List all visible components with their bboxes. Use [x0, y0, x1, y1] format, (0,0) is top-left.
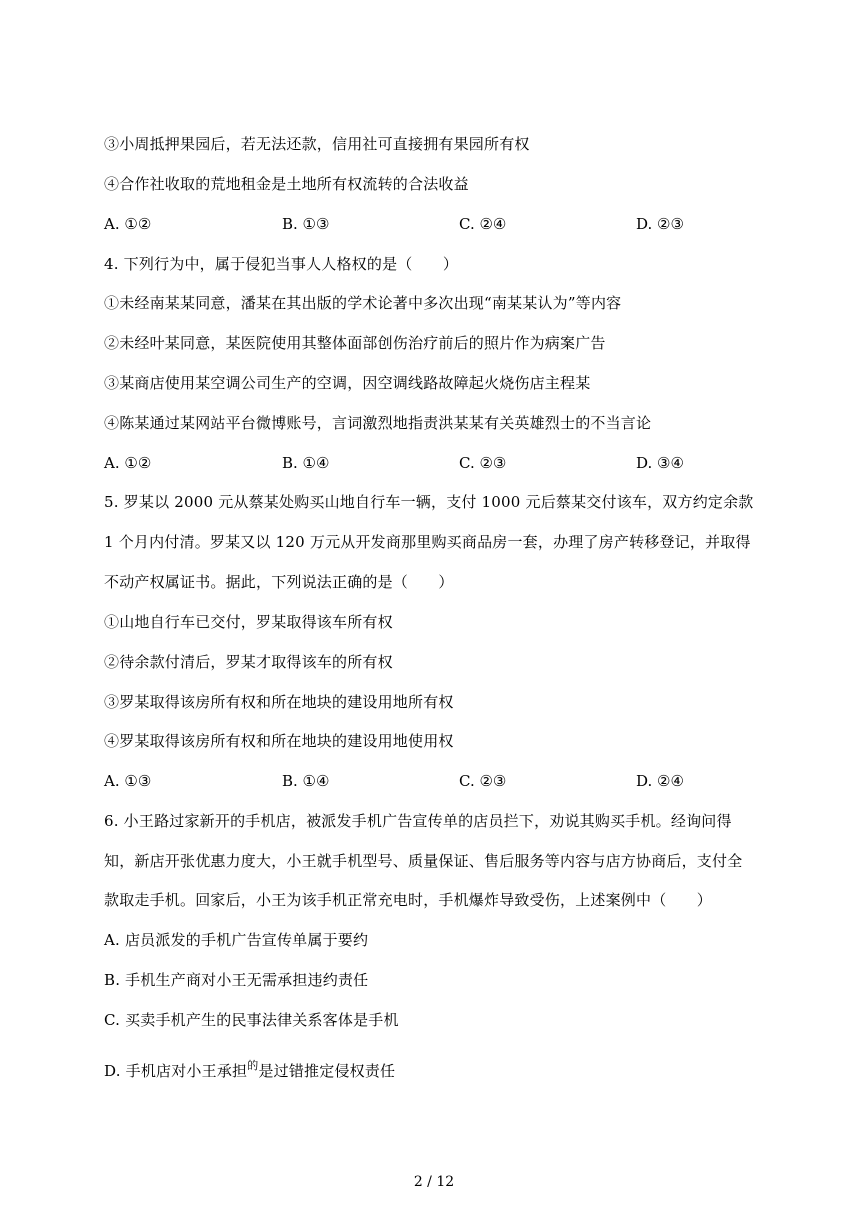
q3-options [104, 213, 764, 235]
q5-item-1: ①山地自行车已交付，罗某取得该车所有权 [104, 613, 393, 631]
q5-stem-line-2: 1 个月内付清。罗某又以 120 万元从开发商那里购买商品房一套，办理了房产转移登记，并取得 [104, 533, 751, 551]
q5-stem-line-3: 不动产权属证书。据此，下列说法正确的是（ ） [104, 573, 454, 591]
q5-item-2: ②待余款付清后，罗某才取得该车的所有权 [104, 653, 393, 671]
q5-options [104, 770, 764, 792]
q5-option-c[interactable]: C. ②③ [459, 772, 507, 790]
q6-stem-line-2: 知，新店开张优惠力度大，小王就手机型号、质量保证、售后服务等内容与店方协商后，支付全 [104, 852, 743, 870]
q4-item-4: ④陈某通过某网站平台微博账号，言词激烈地指责洪某某有关英雄烈士的不当言论 [104, 414, 652, 432]
q3-item-3: ③小周抵押果园后，若无法还款，信用社可直接拥有果园所有权 [104, 135, 530, 153]
q3-option-d[interactable]: D. ②③ [636, 215, 684, 233]
q6-option-d-prefix: D. 手机店对小王承担 [104, 1062, 248, 1080]
q3-option-a[interactable]: A. ①② [104, 215, 152, 233]
q4-stem: 4. 下列行为中，属于侵犯当事人人格权的是（ ） [104, 255, 459, 273]
q6-option-b[interactable]: B. 手机生产商对小王无需承担违约责任 [104, 971, 369, 989]
q6-option-d[interactable] [104, 1055, 764, 1082]
q5-item-4: ④罗某取得该房所有权和所在地块的建设用地使用权 [104, 732, 454, 750]
q5-item-3: ③罗某取得该房所有权和所在地块的建设用地所有权 [104, 693, 454, 711]
q6-option-c[interactable]: C. 买卖手机产生的民事法律关系客体是手机 [104, 1011, 399, 1029]
page-number: 2 / 12 [413, 1174, 455, 1190]
q4-item-2: ②未经叶某同意，某医院使用其整体面部创伤治疗前后的照片作为病案广告 [104, 334, 606, 352]
q3-option-b[interactable]: B. ①③ [282, 215, 330, 233]
q6-stem-line-1: 6. 小王路过家新开的手机店，被派发手机广告宣传单的店员拦下，劝说其购买手机。经询问得 [104, 812, 732, 830]
q6-stem-line-3: 款取走手机。回家后，小王为该手机正常充电时，手机爆炸导致受伤，上述案例中（ ） [104, 891, 713, 909]
q6-option-a[interactable]: A. 店员派发的手机广告宣传单属于要约 [104, 931, 369, 949]
q5-option-d[interactable]: D. ②④ [636, 772, 684, 790]
q3-option-c[interactable]: C. ②④ [459, 215, 507, 233]
q5-stem-line-1: 5. 罗某以 2000 元从蔡某处购买山地自行车一辆，支付 1000 元后蔡某交付该车，双方约定余款 [104, 493, 754, 511]
q4-option-c[interactable]: C. ②③ [459, 454, 507, 472]
q6-option-d-sup: 的 [247, 1059, 259, 1072]
q5-option-a[interactable]: A. ①③ [104, 772, 152, 790]
q4-options [104, 452, 764, 474]
q4-option-b[interactable]: B. ①④ [282, 454, 330, 472]
q6-option-d-suffix: 是过错推定侵权责任 [258, 1062, 396, 1080]
q3-item-4: ④合作社收取的荒地租金是土地所有权流转的合法收益 [104, 175, 469, 193]
q4-item-1: ①未经南某某同意，潘某在其出版的学术论著中多次出现“南某某认为”等内容 [104, 294, 622, 312]
q4-option-d[interactable]: D. ③④ [636, 454, 684, 472]
q4-option-a[interactable]: A. ①② [104, 454, 152, 472]
q4-item-3: ③某商店使用某空调公司生产的空调，因空调线路故障起火烧伤店主程某 [104, 374, 591, 392]
q5-option-b[interactable]: B. ①④ [282, 772, 330, 790]
